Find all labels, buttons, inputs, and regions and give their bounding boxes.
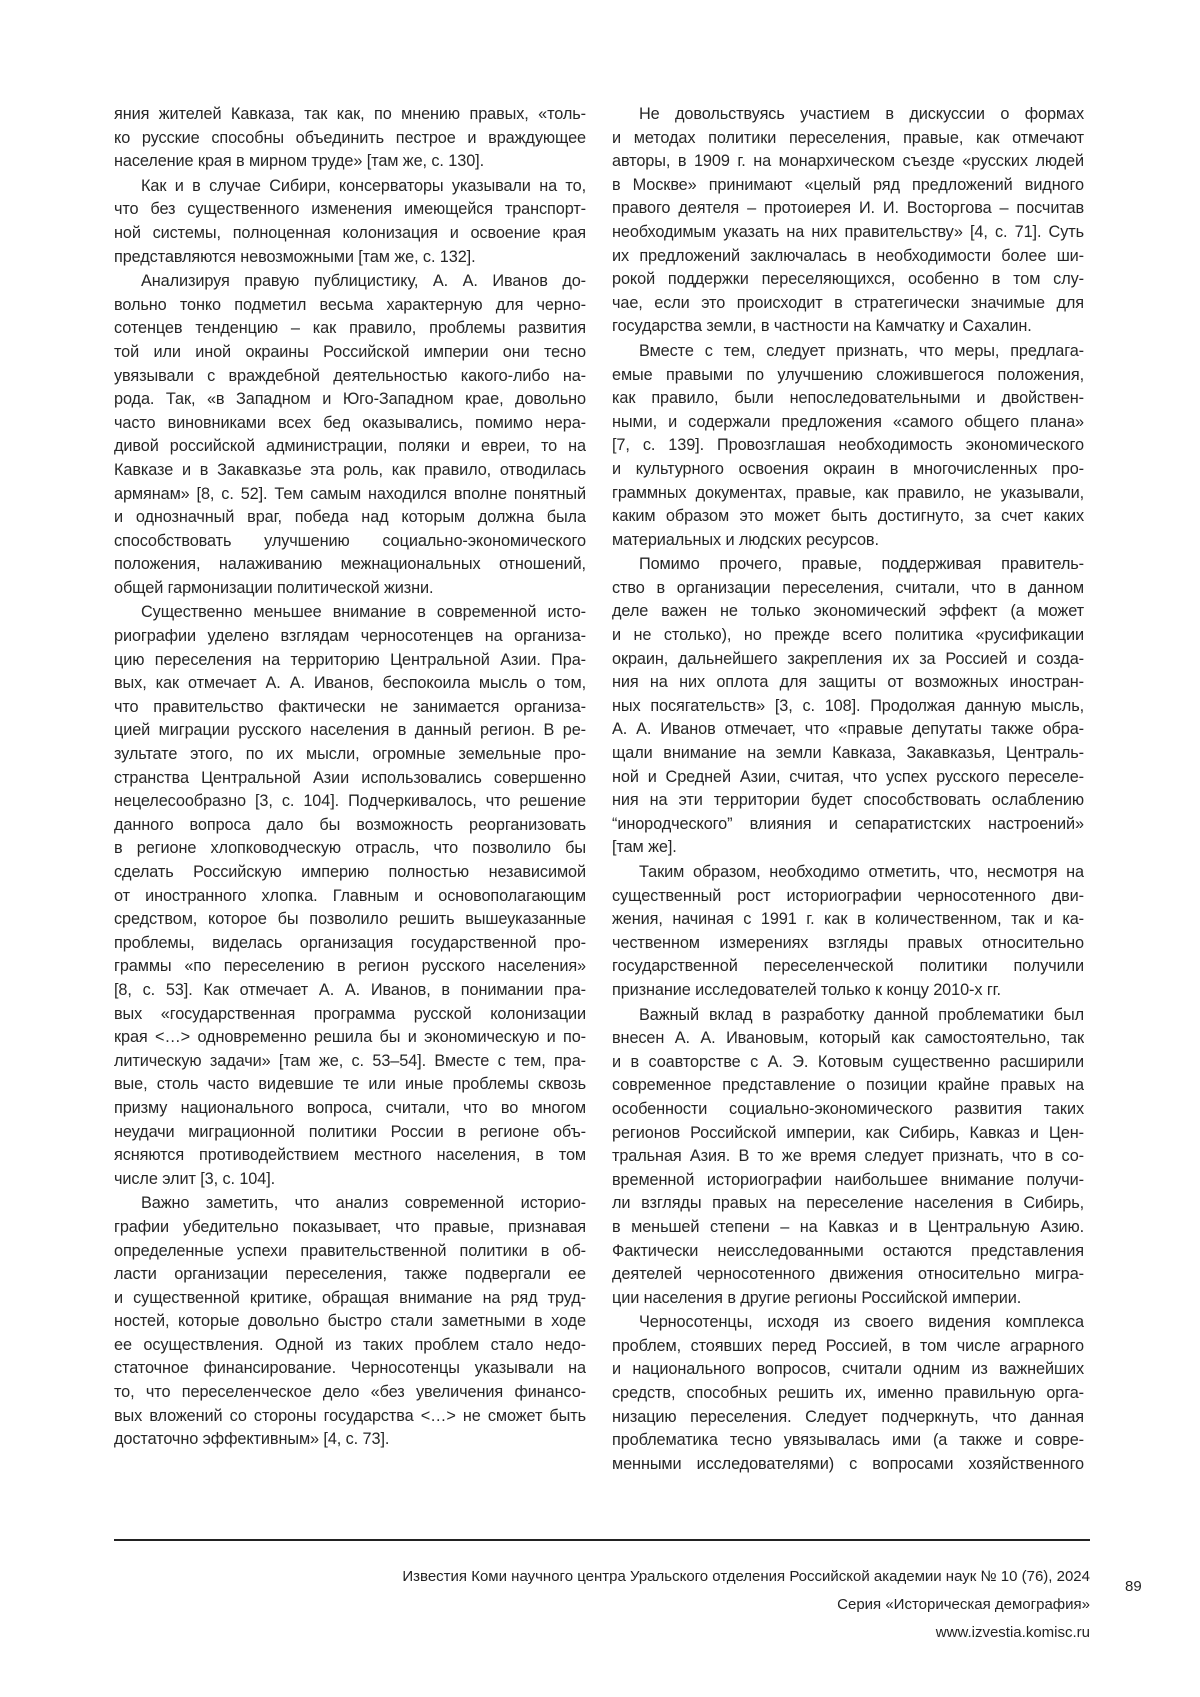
text-line: временной историографии наибольшее внимание получи- <box>612 1169 1084 1193</box>
text-line: существенный рост историографии черносотенного дви- <box>612 885 1084 909</box>
text-line: Фактически неисследованными остаются представления <box>612 1240 1084 1264</box>
text-line: нецелесообразно [3, с. 104]. Подчеркивалось, что решение <box>114 790 586 814</box>
text-line: ласти организации переселения, также подвергали ее <box>114 1263 586 1287</box>
text-line: менными исследователями) с вопросами хозяйственного <box>612 1453 1084 1477</box>
text-line: статочное финансирование. Черносотенцы указывали на <box>114 1357 586 1381</box>
paragraph <box>114 103 586 174</box>
text-line: и однозначный враг, победа над которым должна была <box>114 506 586 530</box>
text-line: ясняются противодействием местного населения, в том <box>114 1144 586 1168</box>
text-line: как правило, были непоследовательными и двойствен- <box>612 387 1084 411</box>
text-line: особенности социально-экономического развития таких <box>612 1098 1084 1122</box>
text-line: средством, которое бы позволило решить вышеуказанные <box>114 908 586 932</box>
text-line: что без существенного изменения имеющейся транспорт- <box>114 198 586 222</box>
text-line: рода. Так, «в Западном и Юго-Западном крае, довольно <box>114 388 586 412</box>
text-line: ли взгляды правых на переселение населения в Сибирь, <box>612 1192 1084 1216</box>
paragraph <box>114 601 586 1191</box>
text-line: риографии уделено взглядам черносотенцев на организа- <box>114 625 586 649</box>
text-line: вых «государственная программа русской колонизации <box>114 1003 586 1027</box>
text-line: вые, столь часто видевшие те или иные проблемы сквозь <box>114 1073 586 1097</box>
text-line: жения, начиная с 1991 г. как в количественном, так и ка- <box>612 908 1084 932</box>
text-line: Важный вклад в разработку данной проблематики был <box>612 1004 1084 1028</box>
paragraph <box>114 1192 586 1452</box>
text-line: то, что переселенческое дело «без увеличения финансо- <box>114 1381 586 1405</box>
text-line: ко русские способны объединить пестрое и враждующее <box>114 127 586 151</box>
text-line: низацию переселения. Следует подчеркнуть, что данная <box>612 1406 1084 1430</box>
text-line: государственной переселенческой политики получили <box>612 955 1084 979</box>
text-line: тральная Азия. В то же время следует признать, что в со- <box>612 1145 1084 1169</box>
text-line: сделать Российскую империю полностью независимой <box>114 861 586 885</box>
text-line: Важно заметить, что анализ современной историо- <box>114 1192 586 1216</box>
text-line: граммы «по переселению в регион русского населения» <box>114 955 586 979</box>
left-column <box>114 103 586 1453</box>
text-line: щали внимание на земли Кавказа, Закавказья, Централь- <box>612 742 1084 766</box>
text-line: сотенцев тенденцию – как правило, проблемы развития <box>114 317 586 341</box>
text-line: положения, налаживанию межнациональных отношений, <box>114 553 586 577</box>
running-footer <box>402 1563 1090 1647</box>
text-line: призму национального вопроса, считали, что во многом <box>114 1097 586 1121</box>
text-line: население края в мирном труде» [там же, с. 130]. <box>114 150 586 174</box>
text-line: вольно тонко подметил весьма характерную для черно- <box>114 294 586 318</box>
text-line: числе элит [3, с. 104]. <box>114 1168 586 1192</box>
text-line: “инородческого” влияния и сепаратистских настроений» <box>612 813 1084 837</box>
text-line: Не довольствуясь участием в дискуссии о формах <box>612 103 1084 127</box>
text-line: ной и Средней Азии, считая, что успех русского переселе- <box>612 766 1084 790</box>
footer-divider <box>114 1539 1090 1541</box>
paragraph <box>612 1311 1084 1476</box>
text-line: ния на эти территории будет способствовать ослаблению <box>612 789 1084 813</box>
text-line: Таким образом, необходимо отметить, что, несмотря на <box>612 861 1084 885</box>
text-line: окраин, дальнейшего закрепления их за Россией и созда- <box>612 648 1084 672</box>
text-line: края <…> одновременно решила бы и экономическую и по- <box>114 1026 586 1050</box>
text-line: емые правыми по улучшению сложившегося положения, <box>612 364 1084 388</box>
text-line: их предложений заключалась в необходимости более ши- <box>612 245 1084 269</box>
text-line: яния жителей Кавказа, так как, по мнению правых, «толь- <box>114 103 586 127</box>
paragraph <box>612 340 1084 552</box>
text-line: ных посягательств» [3, с. 108]. Продолжая данную мысль, <box>612 695 1084 719</box>
text-line: неудачи миграционной политики России в регионе объ- <box>114 1121 586 1145</box>
text-line: ностей, которые довольно быстро стали заметными в ходе <box>114 1310 586 1334</box>
paragraph <box>612 553 1084 860</box>
text-line: ния на них оплота для защиты от возможных иностран- <box>612 671 1084 695</box>
page-number: 89 <box>1125 1578 1142 1595</box>
text-line: армянам» [8, с. 52]. Тем самым находился вполне понятный <box>114 483 586 507</box>
text-line: той или иной окраины Российской империи они тесно <box>114 341 586 365</box>
text-line: деле важен не только экономический эффект (а может <box>612 600 1084 624</box>
text-line: общей гармонизации политической жизни. <box>114 577 586 601</box>
text-line: [там же]. <box>612 836 1084 860</box>
text-line: Кавказе и в Закавказье эта роль, как правило, отводилась <box>114 459 586 483</box>
text-line: средств, способных решить их, именно правильную орга- <box>612 1382 1084 1406</box>
text-line: государства земли, в частности на Камчатку и Сахалин. <box>612 315 1084 339</box>
text-line: Анализируя правую публицистику, А. А. Иванов до- <box>114 270 586 294</box>
text-line: представляются невозможными [там же, с. 132]. <box>114 246 586 270</box>
text-line: ными, и содержали предложения «самого общего плана» <box>612 411 1084 435</box>
text-line: и национального вопросов, считали одним из важнейших <box>612 1358 1084 1382</box>
text-line: и культурного освоения окраин в многочисленных про- <box>612 458 1084 482</box>
text-line: данного вопроса дало бы возможность реорганизовать <box>114 814 586 838</box>
text-line: рокой поддержки переселяющихся, особенно в том слу- <box>612 268 1084 292</box>
text-line: чае, если это происходит в стратегически значимые для <box>612 292 1084 316</box>
text-line: вых, как отмечает А. А. Иванов, беспокоила мысль о том, <box>114 672 586 696</box>
series-title: Серия «Историческая демография» <box>402 1591 1090 1619</box>
text-line: в меньшей степени – на Кавказ и в Центральную Азию. <box>612 1216 1084 1240</box>
text-line: Помимо прочего, правые, поддерживая правитель- <box>612 553 1084 577</box>
right-column <box>612 103 1084 1477</box>
text-line: Существенно меньшее внимание в современной исто- <box>114 601 586 625</box>
text-line: граммных документах, правые, как правило, не указывали, <box>612 482 1084 506</box>
text-line: в Москве» принимают «целый ряд предложений видного <box>612 174 1084 198</box>
text-line: Как и в случае Сибири, консерваторы указывали на то, <box>114 175 586 199</box>
text-line: А. А. Иванов отмечает, что «правые депутаты также обра- <box>612 718 1084 742</box>
text-line: авторы, в 1909 г. на монархическом съезде «русских людей <box>612 150 1084 174</box>
text-line: и не столько), но прежде всего политика «русификации <box>612 624 1084 648</box>
text-line: графии убедительно показывает, что правые, признавая <box>114 1216 586 1240</box>
text-line: и методах политики переселения, правые, как отмечают <box>612 127 1084 151</box>
text-line: чественном измерениях взгляды правых относительно <box>612 932 1084 956</box>
text-line: способствовать улучшению социально-экономического <box>114 530 586 554</box>
text-line: необходимым указать на них правительству» [4, с. 71]. Суть <box>612 221 1084 245</box>
text-line: вых вложений со стороны государства <…> не сможет быть <box>114 1405 586 1429</box>
text-line: определенные успехи правительственной политики в об- <box>114 1240 586 1264</box>
paragraph <box>612 861 1084 1003</box>
text-line: [7, с. 139]. Провозглашая необходимость экономического <box>612 434 1084 458</box>
text-line: Вместе с тем, следует признать, что меры, предлага- <box>612 340 1084 364</box>
paragraph <box>114 270 586 600</box>
text-line: материальных и людских ресурсов. <box>612 529 1084 553</box>
text-line: от иностранного хлопка. Главным и основополагающим <box>114 885 586 909</box>
text-line: в регионе хлопководческую отрасль, что позволило бы <box>114 837 586 861</box>
paragraph <box>114 175 586 269</box>
text-line: зультате этого, по их мысли, огромные земельные про- <box>114 743 586 767</box>
text-line: достаточно эффективным» [4, с. 73]. <box>114 1428 586 1452</box>
text-line: ной системы, полноценная колонизация и освоение края <box>114 222 586 246</box>
journal-website-link[interactable]: www.izvestia.komisc.ru <box>402 1619 1090 1647</box>
text-line: и существенной критике, обращая внимание на ряд труд- <box>114 1287 586 1311</box>
text-line: внесен А. А. Ивановым, который как самостоятельно, так <box>612 1027 1084 1051</box>
text-line: что правительство фактически не занимается организа- <box>114 696 586 720</box>
text-line: дивой российской администрации, поляки и евреи, то на <box>114 435 586 459</box>
paragraph <box>612 1004 1084 1311</box>
text-line: часто виновниками всех бед оказывались, помимо нера- <box>114 412 586 436</box>
text-line: цией миграции русского населения в данный регион. В ре- <box>114 719 586 743</box>
text-line: Черносотенцы, исходя из своего видения комплекса <box>612 1311 1084 1335</box>
paragraph <box>612 103 1084 339</box>
text-line: каким образом это может быть достигнуто, за счет каких <box>612 505 1084 529</box>
text-line: признание исследователей только к концу 2010-х гг. <box>612 979 1084 1003</box>
text-line: литическую задачи» [там же, с. 53–54]. Вместе с тем, пра- <box>114 1050 586 1074</box>
text-line: проблем, стоявших перед Россией, в том числе аграрного <box>612 1335 1084 1359</box>
text-line: [8, с. 53]. Как отмечает А. А. Иванов, в понимании пра- <box>114 979 586 1003</box>
text-line: цию переселения на территорию Центральной Азии. Пра- <box>114 649 586 673</box>
text-line: и в соавторстве с А. Э. Котовым существенно расширили <box>612 1051 1084 1075</box>
journal-title: Известия Коми научного центра Уральского отделения Российской академии наук № 10 (76), 2024 <box>402 1563 1090 1591</box>
text-line: современное представление о позиции крайне правых на <box>612 1074 1084 1098</box>
text-line: ее осуществления. Одной из таких проблем стало недо- <box>114 1334 586 1358</box>
text-line: увязывали с враждебной деятельностью какого-либо на- <box>114 365 586 389</box>
text-line: регионов Российской империи, как Сибирь, Кавказ и Цен- <box>612 1122 1084 1146</box>
text-line: правого деятеля – протоиерея И. И. Восторгова – посчитав <box>612 197 1084 221</box>
text-line: проблемы, виделась организация государственной про- <box>114 932 586 956</box>
text-line: деятелей черносотенного движения относительно мигра- <box>612 1263 1084 1287</box>
text-line: проблематика тесно увязывалась ими (а также и совре- <box>612 1429 1084 1453</box>
text-line: ство в организации переселения, считали, что в данном <box>612 577 1084 601</box>
text-line: ции населения в другие регионы Российской империи. <box>612 1287 1084 1311</box>
text-line: странства Центральной Азии использовались совершенно <box>114 767 586 791</box>
